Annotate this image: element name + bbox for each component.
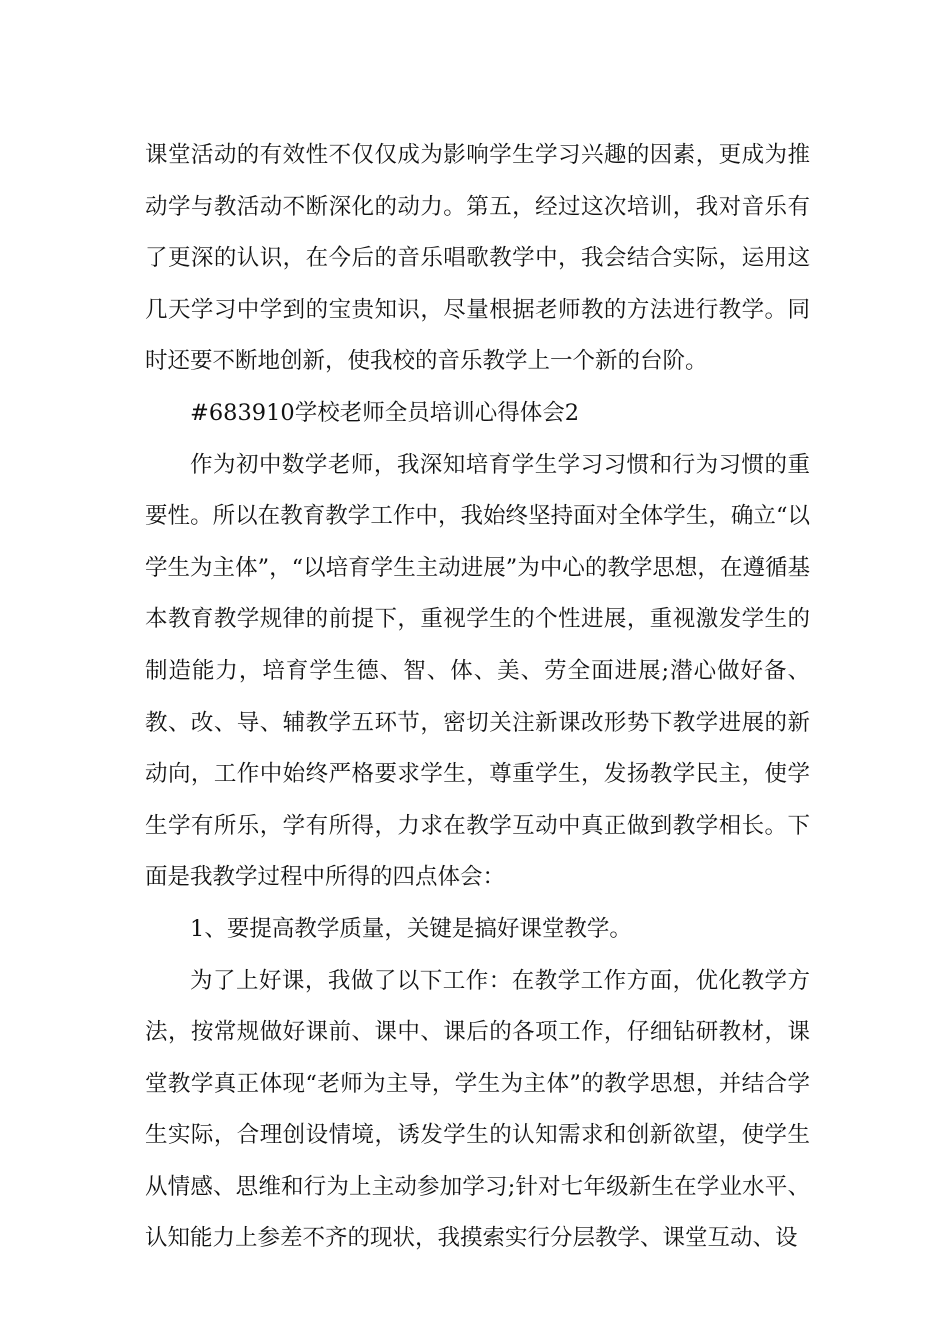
paragraph-point-1-detail: 为了上好课，我做了以下工作：在教学工作方面，优化教学方法，按常规做好课前、课中、课后的各项工作，仔细钻研教材，课堂教学真正体现“老师为主导，学生为主体”的教学思想，并结合学生实际，合理创设情境，诱发学生的认知需求和创新欲望，使学生从情感、思维和行为上主动参加学习;针对七年级新生在学业水平、认知能力上参差不齐的现状，我摸索实行分层教学、课堂互动、设 xyxy=(145,967,810,1252)
list-item-point-1: 1、要提高教学质量，关键是搞好课堂教学。 xyxy=(190,915,632,942)
paragraph-intro: 作为初中数学老师，我深知培育学生学习习惯和行为习惯的重要性。所以在教育教学工作中，我始终坚持面对全体学生，确立“以学生为主体”，“以培育学生主动进展”为中心的教学思想，在遵循基本教育教学规律的前提下，重视学生的个性进展，重视激发学生的制造能力，培育学生德、智、体、美、劳全面进展;潜心做好备、教、改、导、辅教学五环节，密切关注新课改形势下教学进展的新动向，工作中始终严格要求学生，尊重学生，发扬教学民主，使学生学有所乐，学有所得，力求在教学互动中真正做到教学相长。下面是我教学过程中所得的四点体会： xyxy=(145,451,810,891)
paragraph-continuation: 课堂活动的有效性不仅仅成为影响学生学习兴趣的因素，更成为推动学与教活动不断深化的动力。第五，经过这次培训，我对音乐有了更深的认识，在今后的音乐唱歌教学中，我会结合实际，运用这几天学习中学到的宝贵知识，尽量根据老师教的方法进行教学。同时还要不断地创新，使我校的音乐教学上一个新的台阶。 xyxy=(145,142,810,375)
section-heading: #683910学校老师全员培训心得体会2 xyxy=(190,399,580,426)
document-body xyxy=(145,130,810,1265)
